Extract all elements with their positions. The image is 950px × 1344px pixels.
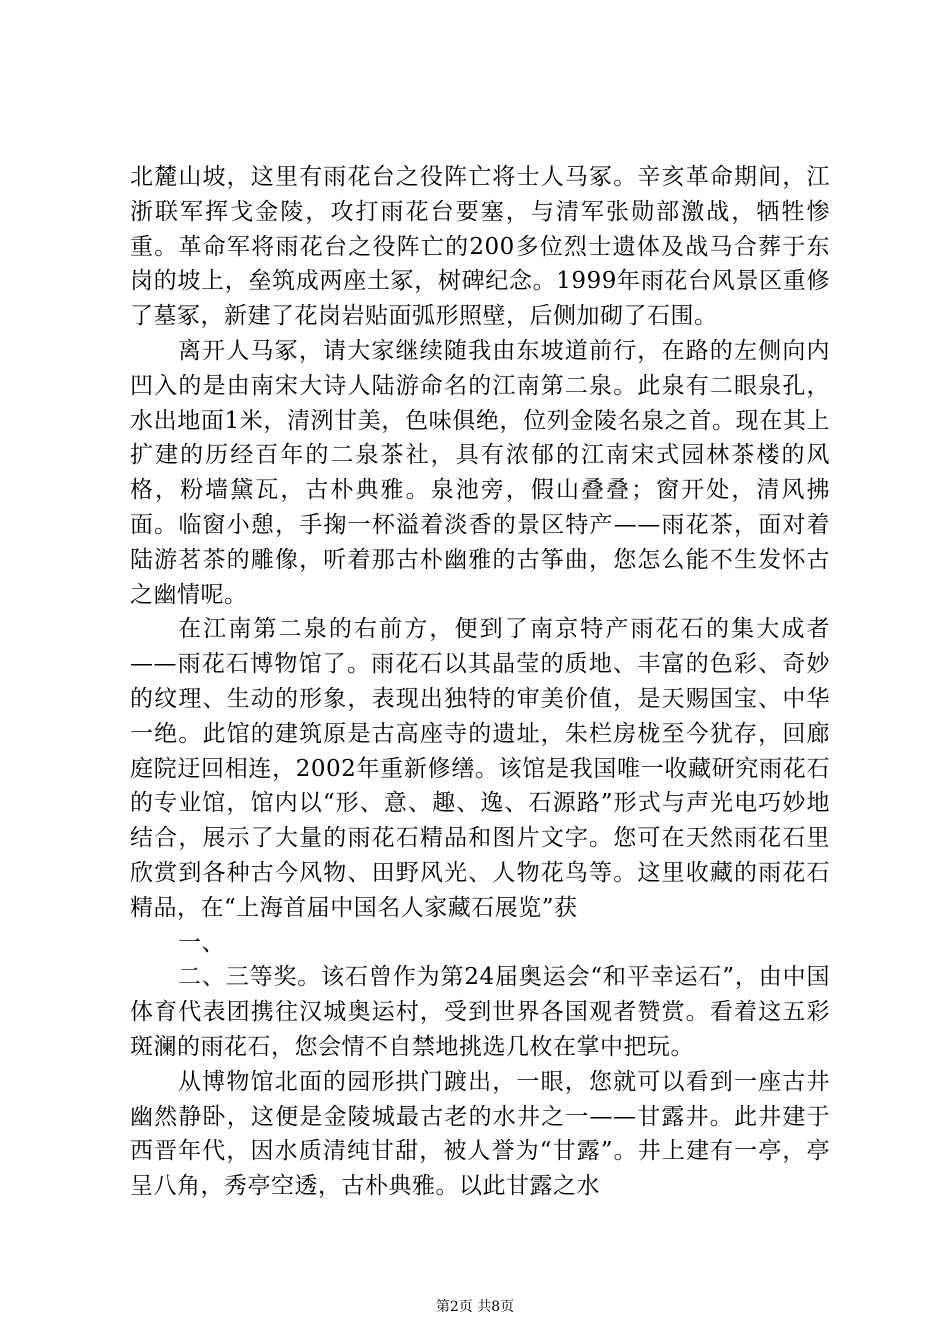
paragraph-continuation: 北麓山坡，这里有雨花台之役阵亡将士人马冢。辛亥革命期间，江浙联军挥戈金陵，攻打雨花台要塞，与清军张勋部激战，牺牲惨重。革命军将雨花台之役阵亡的200多位烈士遗体及战马合葬于东岗的坡上，垒筑成两座土冢，树碑纪念。1999年雨花台风景区重修了墓冢，新建了花岗岩贴面弧形照壁，后侧加砌了石围。 <box>130 164 830 330</box>
paragraph-second-spring: 离开人马冢，请大家继续随我由东坡道前行，在路的左侧向内凹入的是由南宋大诗人陆游命名的江南第二泉。此泉有二眼泉孔，水出地面1米，清洌甘美，色味俱绝，位列金陵名泉之首。现在其上扩建的历经百年的二泉茶社，具有浓郁的江南宋式园林茶楼的风格，粉墙黛瓦，古朴典雅。泉池旁，假山叠叠；窗开处，清风拂面。临窗小憩，手掬一杯溢着淡香的景区特产——雨花茶，面对着陆游茗茶的雕像，听着那古朴幽雅的古筝曲，您怎么能不生发怀古之幽情呢。 <box>130 337 830 608</box>
page-footer <box>0 1296 950 1316</box>
body-text <box>130 160 830 1204</box>
paragraph-first-prize: 一、 <box>178 929 225 956</box>
paragraph-stone-museum: 在江南第二泉的右前方，便到了南京特产雨花石的集大成者——雨花石博物馆了。雨花石以其晶莹的质地、丰富的色彩、奇妙的纹理、生动的形象，表现出独特的审美价值，是天赐国宝、中华一绝。此馆的建筑原是古高座寺的遗址，朱栏房栊至今犹存，回廊庭院迂回相连，2002年重新修缮。该馆是我国唯一收藏研究雨花石的专业馆，馆内以“形、意、趣、逸、石源路”形式与声光电巧妙地结合，展示了大量的雨花石精品和图片文字。您可在天然雨花石里欣赏到各种古今风物、田野风光、人物花鸟等。这里收藏的雨花石精品，在“上海首届中国名人家藏石展览”获 <box>130 616 830 921</box>
paragraph-awards: 二、三等奖。该石曾作为第24届奥运会“和平幸运石”，由中国体育代表团携往汉城奥运村，受到世界各国观者赞赏。看着这五彩斑澜的雨花石，您会情不自禁地挑选几枚在掌中把玩。 <box>130 964 830 1060</box>
page-indicator: 第2页 共8页 <box>435 1299 515 1315</box>
paragraph-sweet-dew-well: 从博物馆北面的园形拱门踱出，一眼，您就可以看到一座古井幽然静卧，这便是金陵城最古老的水井之一——甘露井。此井建于西晋年代，因水质清纯甘甜，被人誉为“甘露”。井上建有一亭，亭呈八角，秀亭空透，古朴典雅。以此甘露之水 <box>130 1068 830 1200</box>
